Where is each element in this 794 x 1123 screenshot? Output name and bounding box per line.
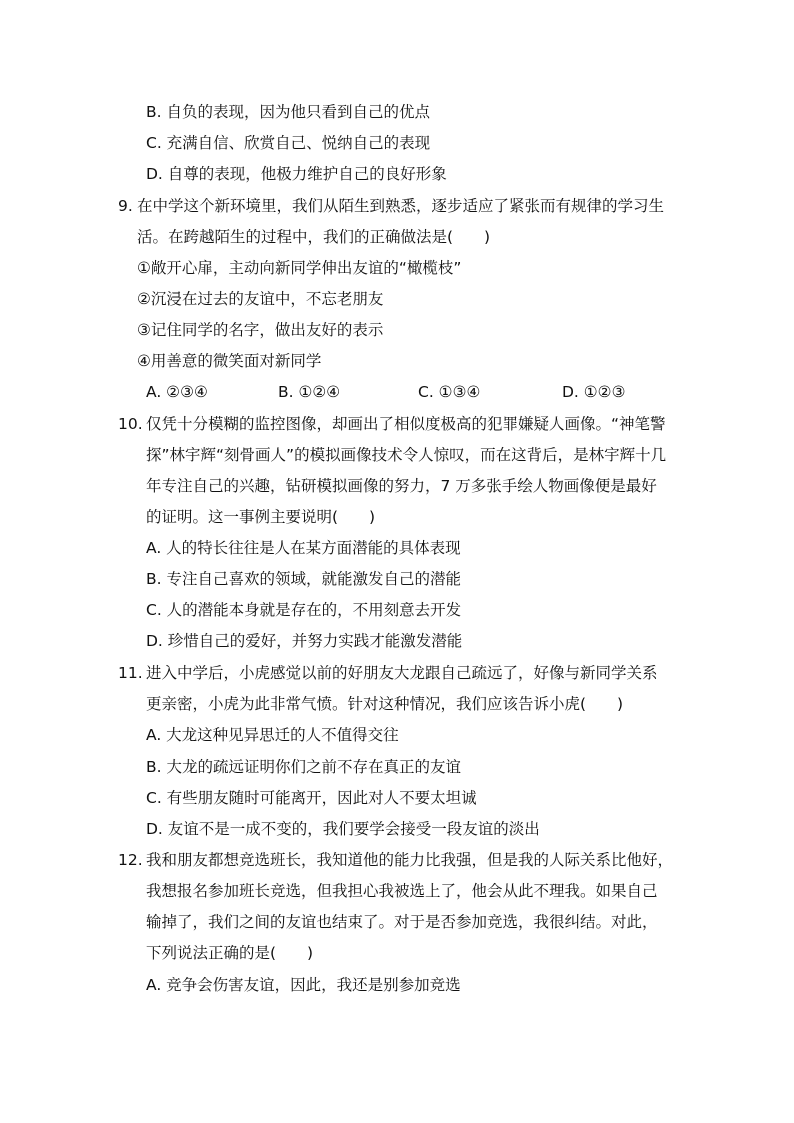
q12-stem-line-3: 输掉了，我们之间的友谊也结束了。对于是否参加竞选，我很纠结。对此， — [146, 913, 658, 931]
q9-choice-c: C. ①③④ — [418, 383, 481, 401]
q8-option-d: D. 自尊的表现，他极力维护自己的良好形象 — [146, 165, 447, 183]
q9-item-3: ③记住同学的名字，做出友好的表示 — [137, 321, 384, 339]
q12-number: 12. — [118, 851, 143, 869]
q9-choices — [146, 380, 666, 404]
q10-option-b: B. 专注自己喜欢的领域，就能激发自己的潜能 — [146, 570, 461, 588]
q11-stem-line-1: 进入中学后，小虎感觉以前的好朋友大龙跟自己疏远了，好像与新同学关系 — [146, 664, 658, 682]
q9-choice-b: B. ①②④ — [278, 383, 341, 401]
q10-stem-line-3: 年专注自己的兴趣，钻研模拟画像的努力，7 万多张手绘人物画像便是最好 — [146, 477, 657, 495]
q8-option-c: C. 充满自信、欣赏自己、悦纳自己的表现 — [146, 134, 431, 152]
q9-item-4: ④用善意的微笑面对新同学 — [137, 352, 322, 370]
q10-stem-line-1: 仅凭十分模糊的监控图像，却画出了相似度极高的犯罪嫌疑人画像。“神笔警 — [146, 415, 666, 433]
q9-choice-a: A. ②③④ — [146, 383, 208, 401]
q12-stem-line-1: 我和朋友都想竞选班长，我知道他的能力比我强，但是我的人际关系比他好， — [146, 851, 674, 869]
q9-stem-line-2: 活。在跨越陌生的过程中，我们的正确做法是( ) — [137, 228, 491, 246]
q8-option-b: B. 自负的表现，因为他只看到自己的优点 — [146, 103, 430, 121]
q12-stem-line-2: 我想报名参加班长竞选，但我担心我被选上了，他会从此不理我。如果自己 — [146, 882, 658, 900]
q9-item-1: ①敞开心扉，主动向新同学伸出友谊的“橄榄枝” — [137, 259, 462, 277]
q12-stem-line-4: 下列说法正确的是( ) — [146, 944, 314, 962]
q9-number: 9. — [118, 197, 133, 215]
q10-option-d: D. 珍惜自己的爱好，并努力实践才能激发潜能 — [146, 632, 463, 650]
q11-option-b: B. 大龙的疏远证明你们之前不存在真正的友谊 — [146, 758, 461, 776]
q10-option-a: A. 人的特长往往是人在某方面潜能的具体表现 — [146, 539, 461, 557]
q11-number: 11. — [118, 664, 143, 682]
q10-option-c: C. 人的潜能本身就是存在的，不用刻意去开发 — [146, 601, 462, 619]
q10-stem-line-4: 的证明。这一事例主要说明( ) — [146, 508, 376, 526]
q11-stem-line-2: 更亲密，小虎为此非常气愤。针对这种情况，我们应该告诉小虎( ) — [146, 695, 624, 713]
q10-number: 10. — [118, 415, 143, 433]
q9-item-2: ②沉浸在过去的友谊中，不忘老朋友 — [137, 290, 384, 308]
q9-choice-d: D. ①②③ — [562, 383, 626, 401]
q12-option-a: A. 竞争会伤害友谊，因此，我还是别参加竞选 — [146, 976, 461, 994]
q11-option-c: C. 有些朋友随时可能离开，因此对人不要太坦诚 — [146, 789, 477, 807]
q11-option-a: A. 大龙这种见异思迁的人不值得交往 — [146, 726, 399, 744]
q11-option-d: D. 友谊不是一成不变的，我们要学会接受一段友谊的淡出 — [146, 820, 540, 838]
q10-stem-line-2: 探”林宇辉“刻骨画人”的模拟画像技术令人惊叹，而在这背后，是林宇辉十几 — [146, 446, 667, 464]
q9-stem-line-1: 在中学这个新环境里，我们从陌生到熟悉，逐步适应了紧张而有规律的学习生 — [137, 197, 665, 215]
